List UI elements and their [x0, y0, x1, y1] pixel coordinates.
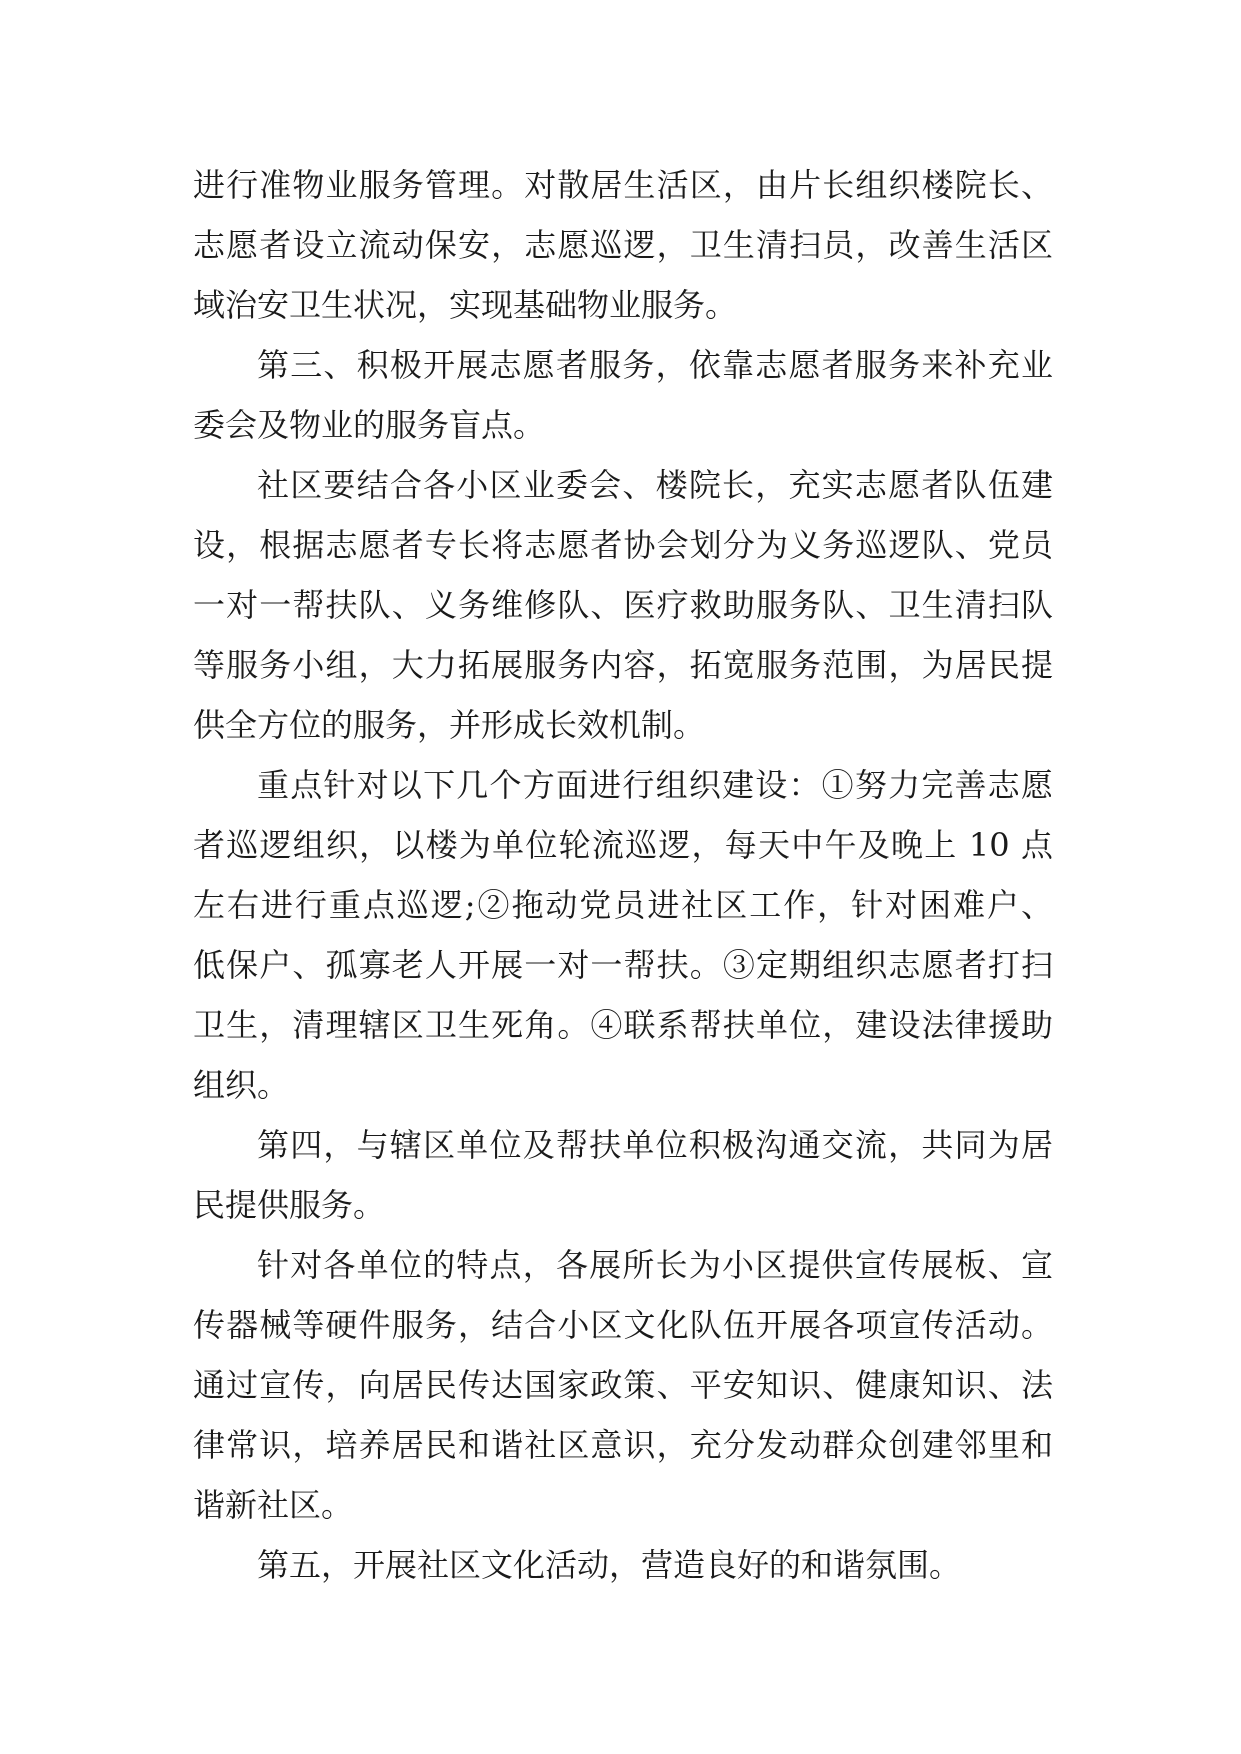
text-line: 域治安卫生状况，实现基础物业服务。: [193, 286, 738, 324]
text-line: 者巡逻组织，以楼为单位轮流巡逻，每天中午及晚上 10 点: [193, 826, 1053, 864]
text-line: 设，根据志愿者专长将志愿者协会划分为义务巡逻队、党员: [193, 526, 1053, 564]
text-line: 传器械等硬件服务，结合小区文化队伍开展各项宣传活动。: [193, 1306, 1053, 1344]
text-line: 民提供服务。: [193, 1186, 386, 1224]
text-line: 第四，与辖区单位及帮扶单位积极沟通交流，共同为居: [257, 1126, 1053, 1164]
text-line: 志愿者设立流动保安，志愿巡逻，卫生清扫员，改善生活区: [193, 226, 1053, 264]
text-line: 组织。: [193, 1066, 290, 1104]
text-line: 卫生，清理辖区卫生死角。④联系帮扶单位，建设法律援助: [193, 1006, 1053, 1044]
text-line: 进行准物业服务管理。对散居生活区，由片长组织楼院长、: [193, 166, 1053, 204]
text-line: 供全方位的服务，并形成长效机制。: [193, 706, 706, 744]
text-line: 等服务小组，大力拓展服务内容，拓宽服务范围，为居民提: [193, 646, 1053, 684]
text-line: 针对各单位的特点，各展所长为小区提供宣传展板、宣: [257, 1246, 1053, 1284]
text-line: 第五，开展社区文化活动，营造良好的和谐氛围。: [257, 1546, 962, 1584]
text-line: 通过宣传，向居民传达国家政策、平安知识、健康知识、法: [193, 1366, 1053, 1404]
text-line: 第三、积极开展志愿者服务，依靠志愿者服务来补充业: [257, 346, 1053, 384]
text-line: 左右进行重点巡逻;②拖动党员进社区工作，针对困难户、: [193, 886, 1053, 924]
text-line: 委会及物业的服务盲点。: [193, 406, 546, 444]
document-body: [193, 155, 1053, 1595]
text-line: 社区要结合各小区业委会、楼院长，充实志愿者队伍建: [257, 466, 1053, 504]
text-line: 律常识，培养居民和谐社区意识，充分发动群众创建邻里和: [193, 1426, 1053, 1464]
text-line: 低保户、孤寡老人开展一对一帮扶。③定期组织志愿者打扫: [193, 946, 1053, 984]
text-line: 一对一帮扶队、义务维修队、医疗救助服务队、卫生清扫队: [193, 586, 1053, 624]
text-line: 谐新社区。: [193, 1486, 354, 1524]
text-line: 重点针对以下几个方面进行组织建设：①努力完善志愿: [257, 766, 1053, 804]
